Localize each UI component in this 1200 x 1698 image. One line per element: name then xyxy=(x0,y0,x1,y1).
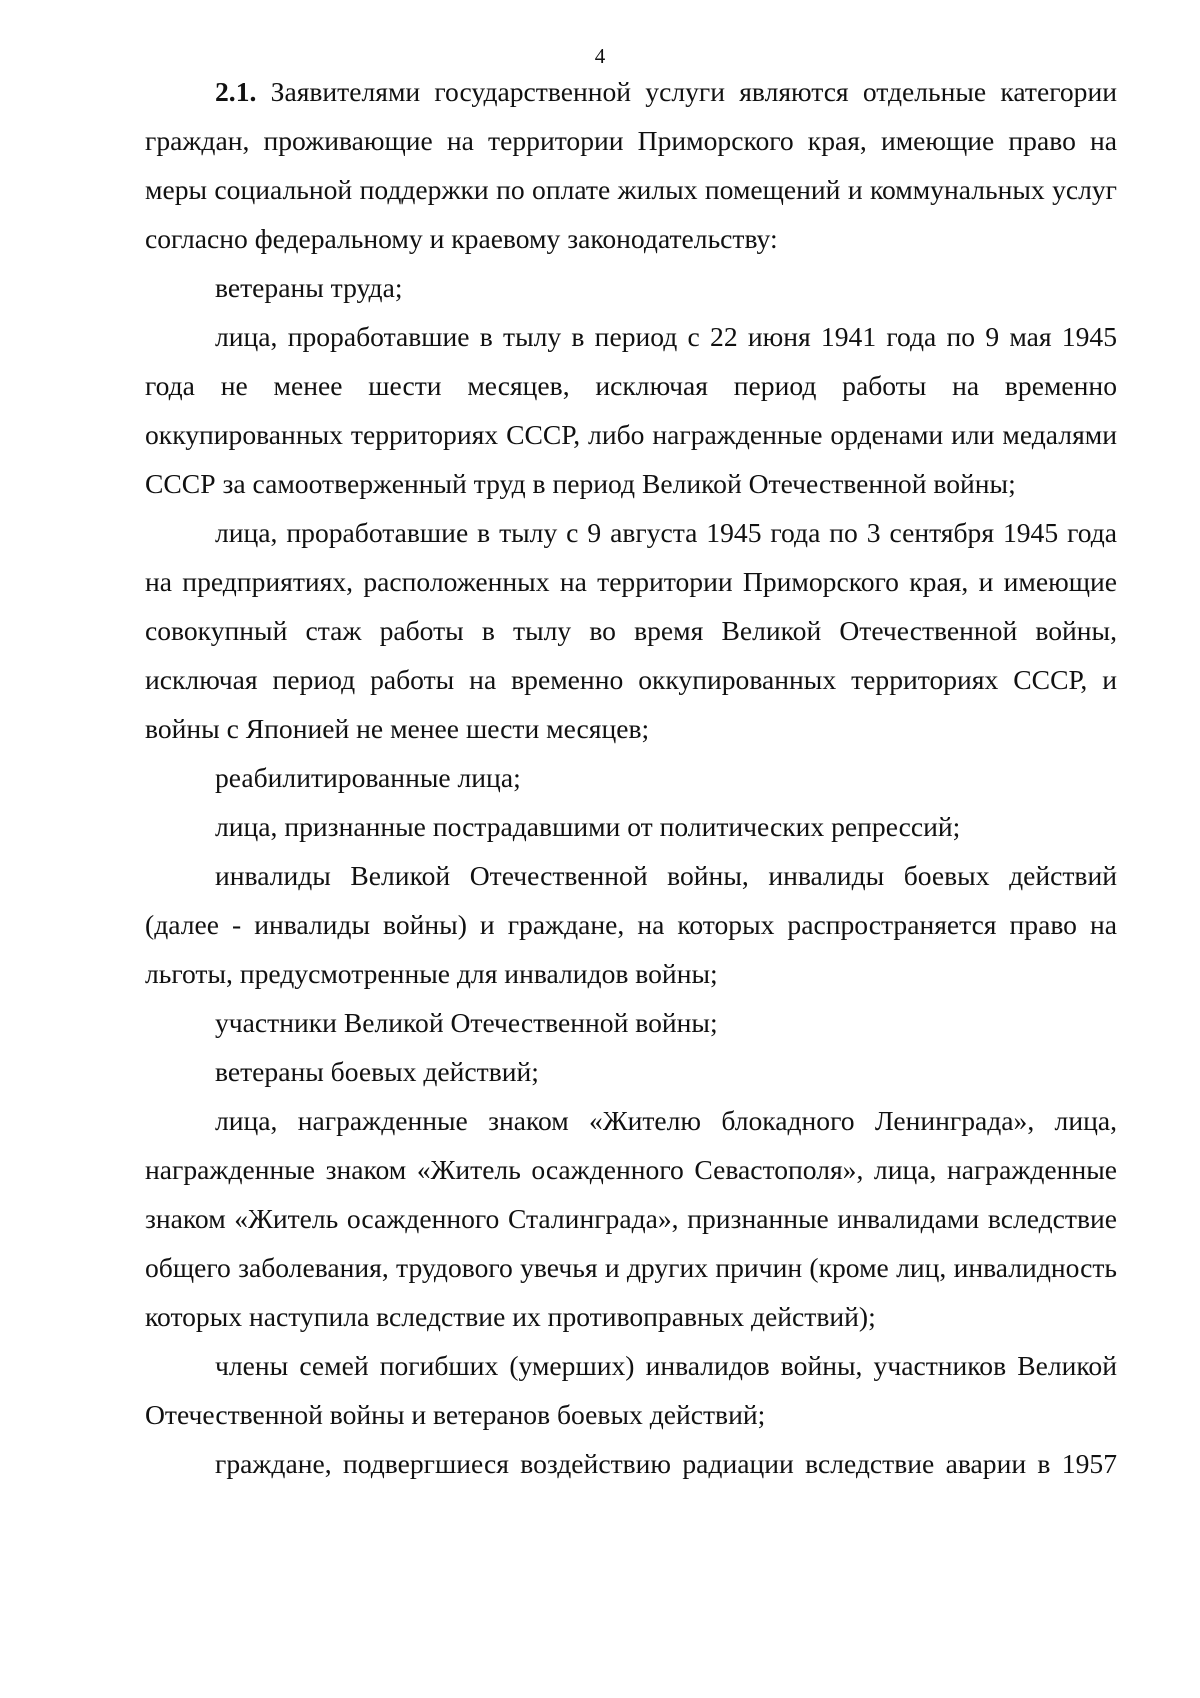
list-item-war-invalids: инвалиды Великой Отечественной войны, инвалиды боевых действий (далее - инвалиды войны) и граждане, на которых распространяется право на льготы, предусмотренные для инвалидов войны; xyxy=(145,860,1117,989)
list-item-rehabilitated-persons: реабилитированные лица; xyxy=(215,762,521,793)
list-item-home-front-workers-1945: лица, проработавшие в тылу с 9 августа 1945 года по 3 сентября 1945 года на предприятиях, расположенных на территории Приморского края, и имеющие совокупный стаж работы в тылу во время Великой Отечественной войны, исключая период работы на временно оккупированных территориях СССР, и войны с Японией не менее шести месяцев; xyxy=(145,517,1117,744)
list-item-repression-victims: лица, признанные пострадавшими от политических репрессий; xyxy=(215,811,961,842)
list-item-combat-veterans: ветераны боевых действий; xyxy=(215,1056,539,1087)
document-body xyxy=(145,67,1117,1488)
list-item-veterans-of-labor: ветераны труда; xyxy=(215,272,403,303)
list-item-siege-residents: лица, награжденные знаком «Жителю блокадного Ленинграда», лица, награжденные знаком «Житель осажденного Севастополя», лица, награжденные знаком «Житель осажденного Сталинграда», признанные инвалидами вследствие общего заболевания, трудового увечья и других причин (кроме лиц, инвалидность которых наступила вследствие их противоправных действий); xyxy=(145,1105,1117,1332)
intro-text: Заявителями государственной услуги являются отдельные категории граждан, проживающие на территории Приморского края, имеющие право на меры социальной поддержки по оплате жилых помещений и коммунальных услуг согласно федеральному и краевому законодательству: xyxy=(145,76,1117,254)
list-item-war-participants: участники Великой Отечественной войны; xyxy=(215,1007,718,1038)
list-item-radiation-victims: граждане, подвергшиеся воздействию радиации вследствие аварии в 1957 xyxy=(215,1448,1117,1479)
list-item-home-front-workers-1941-1945: лица, проработавшие в тылу в период с 22 июня 1941 года по 9 мая 1945 года не менее шести месяцев, исключая период работы на временно оккупированных территориях СССР, либо награжденные орденами или медалями СССР за самоотверженный труд в период Великой Отечественной войны; xyxy=(145,321,1117,499)
page-number: 4 xyxy=(594,44,606,68)
section-number: 2.1. xyxy=(215,76,257,107)
intro-paragraph xyxy=(145,67,1117,263)
list-item-family-members: члены семей погибших (умерших) инвалидов войны, участников Великой Отечественной войны и ветеранов боевых действий; xyxy=(145,1350,1117,1430)
